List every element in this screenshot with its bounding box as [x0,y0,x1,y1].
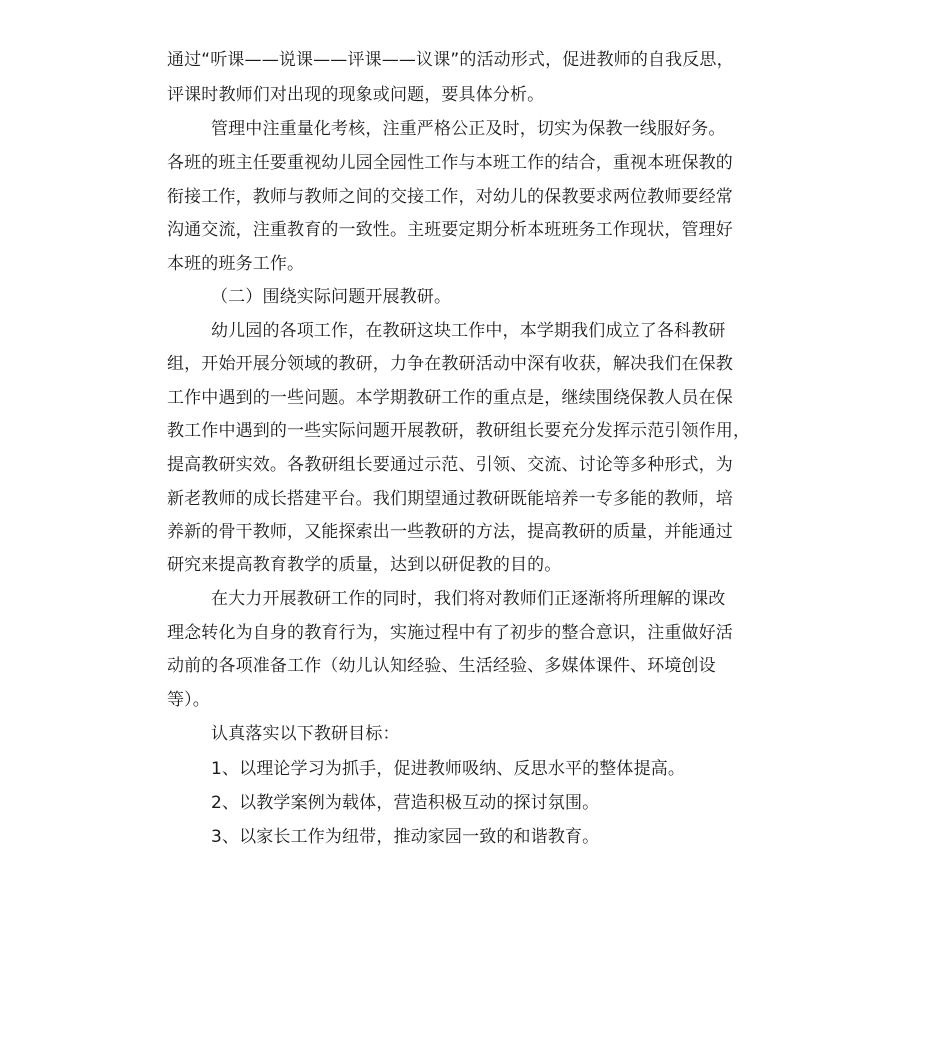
paragraph-line: 教工作中遇到的一些实际问题开展教研，教研组长要充分发挥示范引领作用， [167,421,751,441]
paragraph-line: 养新的骨干教师，又能探索出一些教研的方法，提高教研的质量，并能通过 [167,522,733,542]
goal-item: 2、以教学案例为载体，营造积极互动的探讨氛围。 [211,793,600,813]
paragraph-line: 理念转化为自身的教育行为，实施过程中有了初步的整合意识，注重做好活 [167,623,733,643]
paragraph-line: 研究来提高教育教学的质量，达到以研促教的目的。 [167,555,562,575]
goal-item: 1、以理论学习为抓手，促进教师吸纳、反思水平的整体提高。 [211,759,686,779]
paragraph-line: 通过“听课——说课——评课——议课”的活动形式，促进教师的自我反思， [167,50,734,70]
paragraph-line: 本班的班务工作。 [167,254,305,274]
paragraph-line: 在大力开展教研工作的同时，我们将对教师们正逐渐将所理解的课改 [211,589,726,609]
paragraph-line: 组，开始开展分领域的教研，力争在教研活动中深有收获，解决我们在保教 [167,354,733,374]
paragraph-line: 管理中注重量化考核，注重严格公正及时，切实为保教一线服好务。 [211,119,726,139]
paragraph-line: 新老教师的成长搭建平台。我们期望通过教研既能培养一专多能的教师，培 [167,489,733,509]
paragraph-line: 沟通交流，注重教育的一致性。主班要定期分析本班班务工作现状，管理好 [167,220,733,240]
paragraph-line: 衔接工作，教师与教师之间的交接工作，对幼儿的保教要求两位教师要经常 [167,187,733,207]
section-heading: （二）围绕实际问题开展教研。 [211,287,452,307]
paragraph-line: 评课时教师们对出现的现象或问题，要具体分析。 [167,85,545,105]
paragraph-line: 幼儿园的各项工作，在教研这块工作中，本学期我们成立了各科教研 [211,321,726,341]
goal-item: 3、以家长工作为纽带，推动家园一致的和谐教育。 [211,827,600,847]
paragraph-line: 各班的班主任要重视幼儿园全园性工作与本班工作的结合，重视本班保教的 [167,153,733,173]
paragraph-line: 工作中遇到的一些问题。本学期教研工作的重点是，继续围绕保教人员在保 [167,388,733,408]
paragraph-line: 动前的各项准备工作（幼儿认知经验、生活经验、多媒体课件、环境创设 [167,656,716,676]
paragraph-line: 提高教研实效。各教研组长要通过示范、引领、交流、讨论等多种形式，为 [167,455,733,475]
paragraph-line: 等）。 [167,690,210,710]
goals-intro: 认真落实以下教研目标： [211,724,400,744]
